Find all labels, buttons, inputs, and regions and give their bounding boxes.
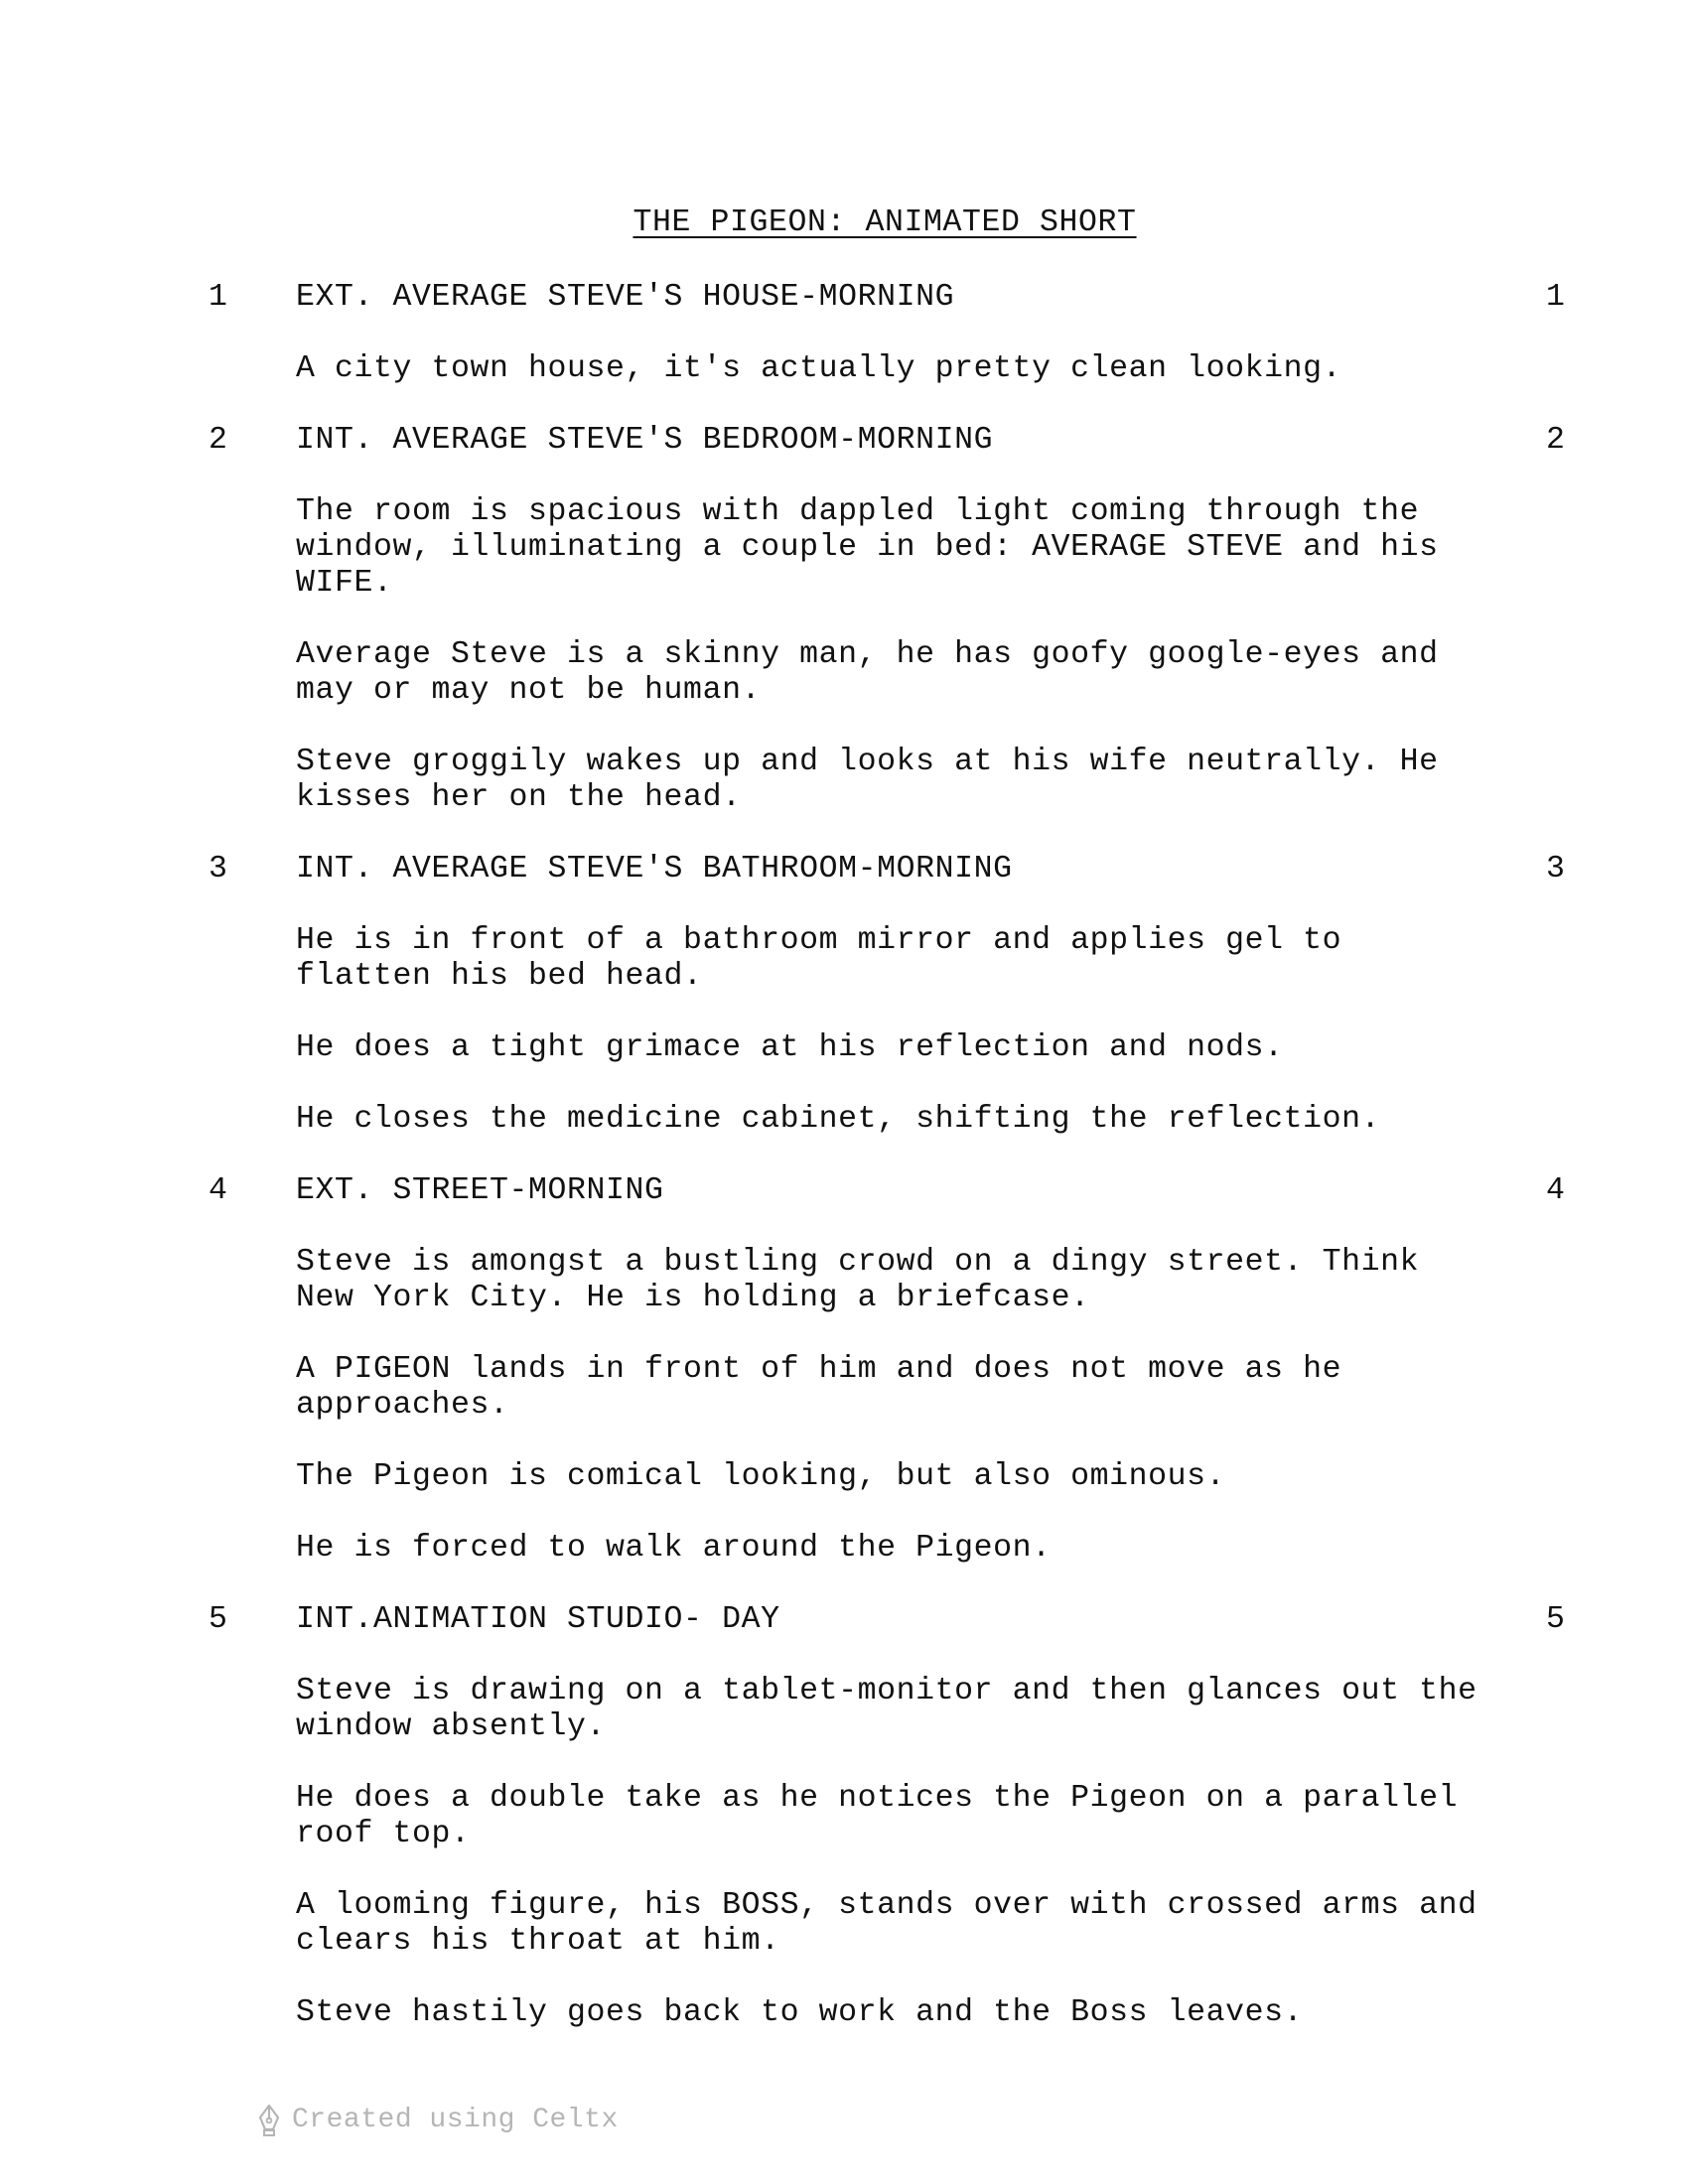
- action-paragraph: He closes the medicine cabinet, shifting the reflection.: [296, 1102, 1381, 1137]
- scene-number-right: 3: [1546, 852, 1565, 887]
- action-paragraph: Average Steve is a skinny man, he has goofy google-eyes and may or may not be human.: [296, 637, 1439, 708]
- scene-number-left: 5: [209, 1602, 227, 1637]
- action-paragraph: A looming figure, his BOSS, stands over with crossed arms and clears his throat at him.: [296, 1888, 1477, 1959]
- action-paragraph: The Pigeon is comical looking, but also ominous.: [296, 1459, 1226, 1494]
- script-title: THE PIGEON: ANIMATED SHORT: [633, 205, 1137, 240]
- celtx-watermark: [256, 2103, 619, 2138]
- action-paragraph: Steve groggily wakes up and looks at his wife neutrally. He kisses her on the head.: [296, 745, 1439, 815]
- action-paragraph: A PIGEON lands in front of him and does not move as he approaches.: [296, 1352, 1342, 1423]
- action-paragraph: He does a tight grimace at his reflection and nods.: [296, 1030, 1284, 1065]
- scene-number-left: 1: [209, 280, 227, 315]
- scene-number-right: 5: [1546, 1602, 1565, 1637]
- scene-number-left: 4: [209, 1173, 227, 1208]
- scene-heading: EXT. STREET-MORNING: [296, 1173, 664, 1208]
- celtx-pen-icon: [256, 2104, 282, 2137]
- action-paragraph: Steve is amongst a bustling crowd on a dingy street. Think New York City. He is holding a briefcase.: [296, 1245, 1420, 1315]
- watermark-text: Created using Celtx: [292, 2105, 619, 2135]
- action-paragraph: The room is spacious with dappled light coming through the window, illuminating a couple in bed: AVERAGE STEVE and his WIFE.: [296, 494, 1439, 601]
- action-paragraph: He does a double take as he notices the Pigeon on a parallel roof top.: [296, 1781, 1459, 1851]
- scene-number-right: 1: [1546, 280, 1565, 315]
- scene-number-right: 4: [1546, 1173, 1565, 1208]
- scene-number-right: 2: [1546, 423, 1565, 458]
- scene-number-left: 3: [209, 852, 227, 887]
- scene-heading: EXT. AVERAGE STEVE'S HOUSE-MORNING: [296, 280, 955, 315]
- scene-heading: INT. AVERAGE STEVE'S BEDROOM-MORNING: [296, 423, 994, 458]
- action-paragraph: He is in front of a bathroom mirror and applies gel to flatten his bed head.: [296, 923, 1342, 994]
- scene-number-left: 2: [209, 423, 227, 458]
- action-paragraph: A city town house, it's actually pretty clean looking.: [296, 351, 1342, 386]
- action-paragraph: He is forced to walk around the Pigeon.: [296, 1531, 1052, 1566]
- action-paragraph: Steve is drawing on a tablet-monitor and then glances out the window absently.: [296, 1674, 1477, 1744]
- action-paragraph: Steve hastily goes back to work and the Boss leaves.: [296, 1995, 1304, 2030]
- scene-heading: INT. AVERAGE STEVE'S BATHROOM-MORNING: [296, 852, 1013, 887]
- scene-heading: INT.ANIMATION STUDIO- DAY: [296, 1602, 780, 1637]
